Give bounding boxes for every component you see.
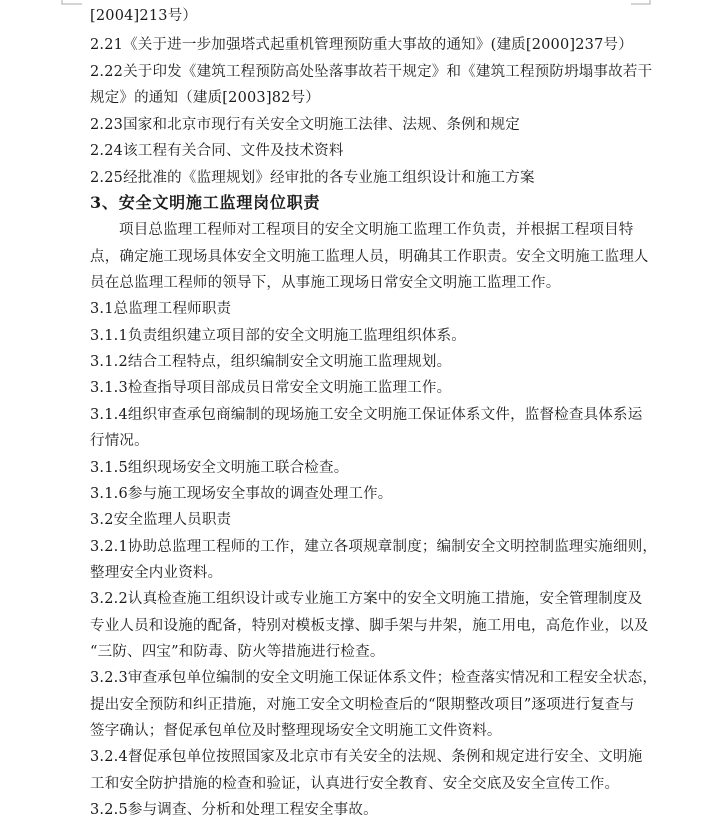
text-line-3-2-3b: 提出安全预防和纠正措施，对施工安全文明检查后的“限期整改项目”逐项进行复查与: [90, 697, 635, 713]
text-line-2: 2.21《关于进一步加强塔式起重机管理预防重大事故的通知》(建质[2000]237号）: [90, 37, 633, 53]
corner-mark-top-right: [631, 0, 650, 4]
text-line-3-1-6: 3.1.6参与施工现场安全事故的调查处理工作。: [90, 486, 393, 502]
text-line-3-1-4a: 3.1.4组织审查承包商编制的现场施工安全文明施工保证体系文件，监督检查具体系运: [90, 407, 643, 423]
text-line-3-2-3a: 3.2.3审查承包单位编制的安全文明施工保证体系文件；检查落实情况和工程安全状态，: [90, 670, 658, 686]
text-line-3-2-3c: 签字确认；督促承包单位及时整理现场安全文明施工文件资料。: [90, 723, 502, 739]
subsection-heading-3-1: 3.1总监理工程师职责: [90, 301, 232, 317]
text-line-6: 2.24该工程有关合同、文件及技术资料: [90, 143, 344, 159]
paragraph-line-1: 项目总监理工程师对工程项目的安全文明施工监理工作负责，并根据工程项目特: [119, 222, 634, 238]
text-line-1: [2004]213号）: [90, 8, 198, 24]
text-line-3-2-2a: 3.2.2认真检查施工组织设计或专业施工方案中的安全文明施工措施，安全管理制度及: [90, 591, 643, 607]
text-line-3-2-1b: 整理安全内业资料。: [90, 565, 223, 581]
corner-mark-top-left: [62, 0, 82, 4]
section-heading: 3、安全文明施工监理岗位职责: [90, 193, 321, 212]
text-line-3-2-5: 3.2.5参与调查、分析和处理工程安全事故。: [90, 802, 378, 818]
text-line-3-1-4b: 行情况。: [90, 433, 149, 449]
text-line-3-2-1a: 3.2.1协助总监理工程师的工作，建立各项规章制度；编制安全文明控制监理实施细则，: [90, 539, 658, 555]
text-line-3-1-3: 3.1.3检查指导项目部成员日常安全文明施工监理工作。: [90, 380, 452, 396]
text-line-4: 规定》的通知（建质[2003]82号）: [90, 90, 320, 106]
text-line-3-1-2: 3.1.2结合工程特点，组织编制安全文明施工监理规划。: [90, 354, 452, 370]
text-line-3-2-4a: 3.2.4督促承包单位按照国家及北京市有关安全的法规、条例和规定进行安全、文明施: [90, 749, 643, 765]
text-line-5: 2.23国家和北京市现行有关安全文明施工法律、法规、条例和规定: [90, 117, 520, 133]
text-line-3: 2.22关于印发《建筑工程预防高处坠落事故若干规定》和《建筑工程预防坍塌事故若干: [90, 64, 653, 80]
text-line-3-1-1: 3.1.1负责组织建立项目部的安全文明施工监理组织体系。: [90, 328, 466, 344]
text-line-3-2-4b: 工和安全防护措施的检查和验证，认真进行安全教育、安全交底及安全宣传工作。: [90, 776, 620, 792]
text-line-3-2-2b: 专业人员和设施的配备，特别对模板支撑、脚手架与井架，施工用电，高危作业，以及: [90, 618, 649, 634]
text-line-7: 2.25经批准的《监理规划》经审批的各专业施工组织设计和施工方案: [90, 170, 535, 186]
paragraph-line-2: 点，确定施工现场具体安全文明施工监理人员，明确其工作职责。安全文明施工监理人: [90, 249, 649, 265]
text-line-3-1-5: 3.1.5组织现场安全文明施工联合检查。: [90, 460, 349, 476]
text-line-3-2-2c: “三防、四宝”和防毒、防火等措施进行检查。: [90, 644, 385, 660]
paragraph-line-3: 员在总监理工程师的领导下，从事施工现场日常安全文明施工监理工作。: [90, 275, 561, 291]
subsection-heading-3-2: 3.2安全监理人员职责: [90, 512, 232, 528]
